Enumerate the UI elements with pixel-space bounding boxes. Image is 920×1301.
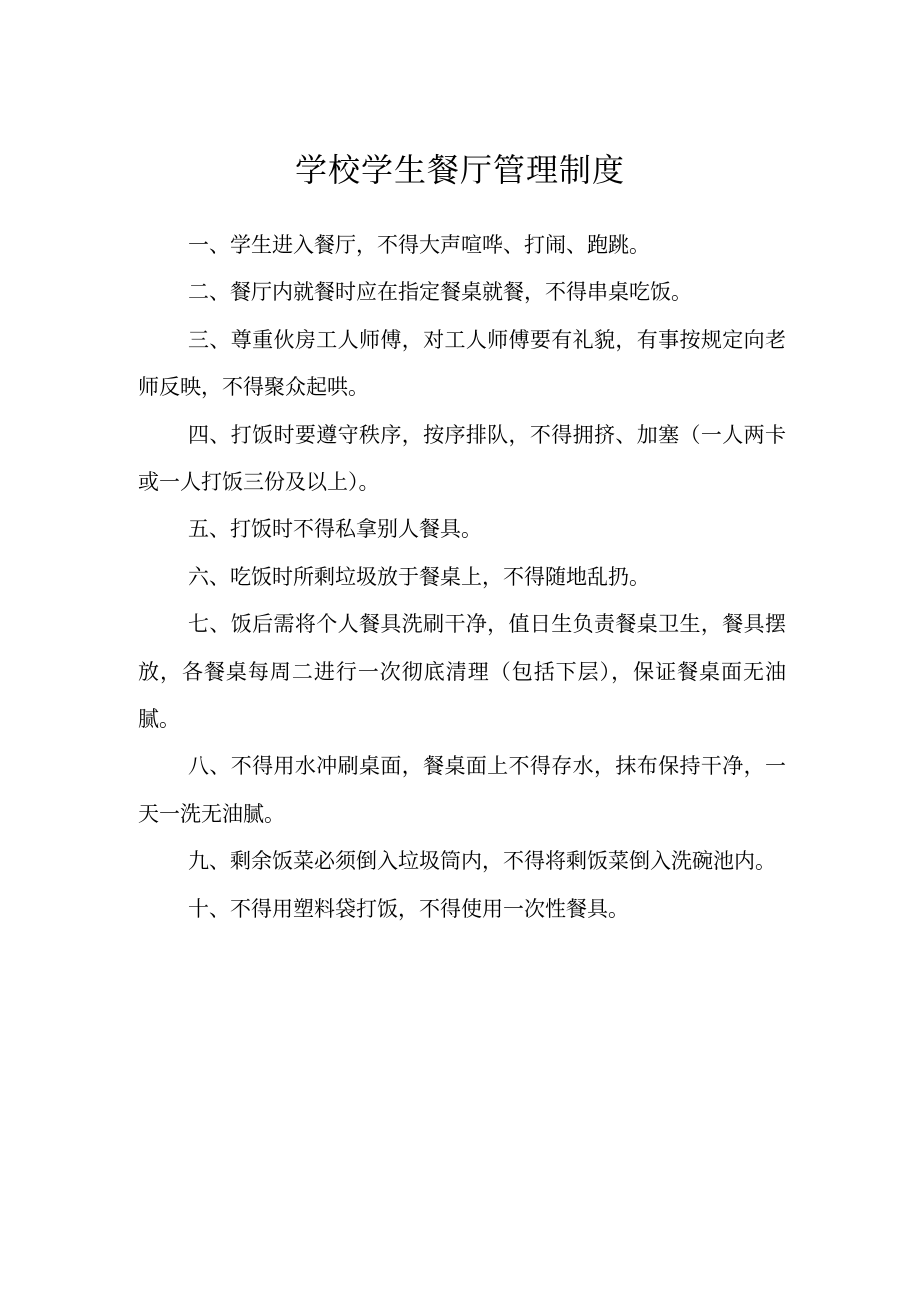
rule-paragraph-6: 六、吃饭时所剩垃圾放于餐桌上，不得随地乱扔。 <box>188 564 650 589</box>
rule-paragraph-5: 五、打饭时不得私拿别人餐具。 <box>188 517 482 542</box>
rule-paragraph-4: 四、打饭时要遵守秩序，按序排队，不得拥挤、加塞（一人两卡或一人打饭三份及以上）。 <box>138 422 786 495</box>
rule-paragraph-7: 七、饭后需将个人餐具洗刷干净，值日生负责餐桌卫生，餐具摆放，各餐桌每周二进行一次彻底清理（包括下层），保证餐桌面无油腻。 <box>138 612 786 732</box>
rule-paragraph-1: 一、学生进入餐厅，不得大声喧哗、打闹、跑跳。 <box>188 233 650 257</box>
rule-paragraph-2: 二、餐厅内就餐时应在指定餐桌就餐，不得串桌吃饭。 <box>188 280 692 305</box>
document-body <box>138 222 786 933</box>
document-title: 学校学生餐厅管理制度 <box>294 151 625 189</box>
rule-paragraph-9: 九、剩余饭菜必须倒入垃圾筒内，不得将剩饭菜倒入洗碗池内。 <box>188 849 776 874</box>
rule-paragraph-10: 十、不得用塑料袋打饭，不得使用一次性餐具。 <box>188 896 629 921</box>
rule-paragraph-3: 三、尊重伙房工人师傅，对工人师傅要有礼貌，有事按规定向老师反映，不得聚众起哄。 <box>138 327 786 400</box>
rule-paragraph-8: 八、不得用水冲刷桌面，餐桌面上不得存水，抹布保持干净，一天一洗无油腻。 <box>138 754 786 826</box>
